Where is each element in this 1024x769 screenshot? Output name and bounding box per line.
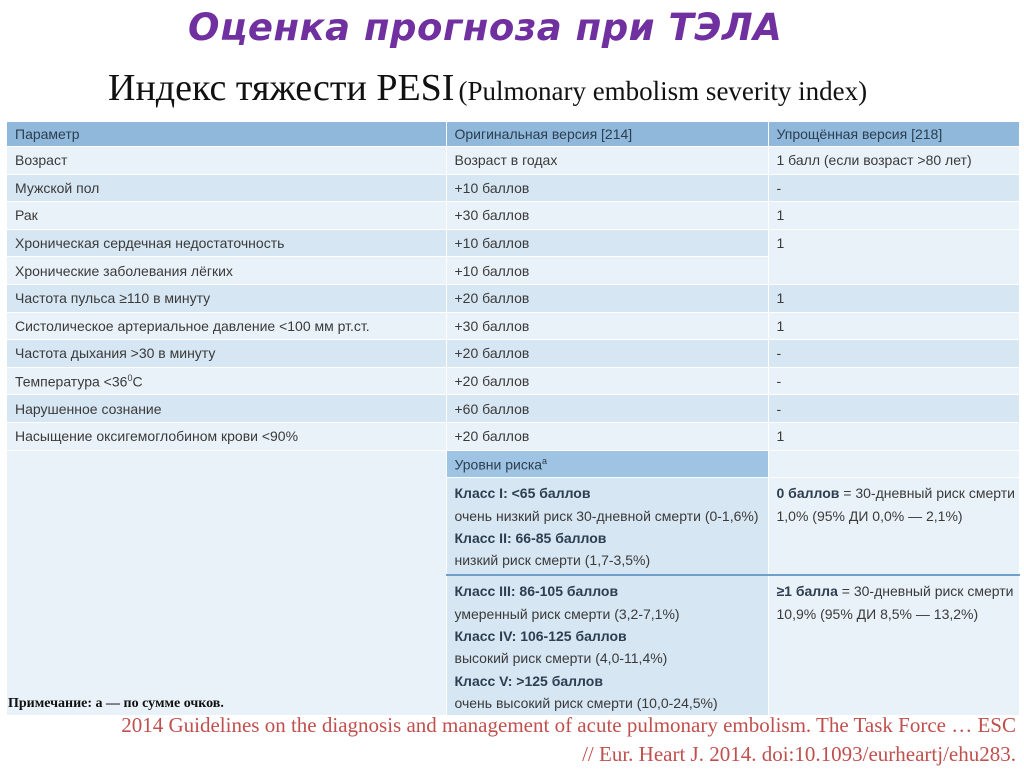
row-param: Хронические заболевания лёгких xyxy=(7,257,446,285)
risk-header xyxy=(446,450,768,478)
row-simplified: - xyxy=(768,340,1019,368)
temp-unit: С xyxy=(132,373,143,390)
row-param: Частота пульса ≥110 в минуту xyxy=(7,284,446,312)
row-original: +30 баллов xyxy=(446,312,768,340)
row-param: Рак xyxy=(7,202,446,230)
row-param: Нарушенное сознание xyxy=(7,395,446,423)
class3-desc: умеренный риск смерти (3,2-7,1%) xyxy=(454,605,680,622)
row-param: Систолическое артериальное давление <100 мм рт.ст. xyxy=(7,312,446,340)
subtitle-english: (Pulmonary embolism severity index) xyxy=(458,76,868,106)
row-simplified: 1 xyxy=(768,422,1019,450)
class2-label: Класс II: 66-85 баллов xyxy=(454,529,607,546)
risk-high-original xyxy=(446,575,768,715)
row-simplified: 1 xyxy=(768,284,1019,312)
row-original: +30 баллов xyxy=(446,202,768,230)
footnote: Примечание: а — по сумме очков. xyxy=(8,696,224,711)
row-simplified: 1 xyxy=(768,202,1019,230)
row-original: +10 баллов xyxy=(446,229,768,257)
reference xyxy=(6,711,1016,769)
one-plus-points-ci: 10,9% (95% ДИ 8,5% — 13,2%) xyxy=(776,605,979,622)
risk-low-simplified xyxy=(768,478,1019,576)
class3-label: Класс III: 86-105 баллов xyxy=(454,583,619,600)
one-plus-points: ≥1 балла xyxy=(776,583,838,600)
table-row xyxy=(7,340,1019,368)
table-row xyxy=(7,422,1019,450)
header-original: Оригинальная версия [214] xyxy=(446,122,768,147)
blank-cell xyxy=(7,450,446,715)
table-row xyxy=(7,367,1019,395)
row-original: +10 баллов xyxy=(446,174,768,202)
risk-low-original xyxy=(446,478,768,576)
table-row xyxy=(7,284,1019,312)
row-simplified: - xyxy=(768,395,1019,423)
row-original: +20 баллов xyxy=(446,340,768,368)
zero-points-ci: 1,0% (95% ДИ 0,0% — 2,1%) xyxy=(776,507,963,524)
row-original: Возраст в годах xyxy=(446,147,768,175)
row-simplified: 1 xyxy=(768,312,1019,340)
zero-points-text: = 30-дневный риск смерти xyxy=(839,485,1015,502)
header-simplified: Упрощённая версия [218] xyxy=(768,122,1019,147)
risk-header-label: Уровни риска xyxy=(454,456,543,473)
slide-title: Оценка прогноза при ТЭЛА xyxy=(188,6,783,49)
class2-desc: низкий риск смерти (1,7-3,5%) xyxy=(454,552,651,569)
class5-label: Класс V: >125 баллов xyxy=(454,672,603,689)
subtitle-main: Индекс тяжести PESI xyxy=(108,67,455,109)
table-row xyxy=(7,147,1019,175)
degree-sup: 0 xyxy=(127,372,133,383)
row-original: +10 баллов xyxy=(446,257,768,285)
row-param: Возраст xyxy=(7,147,446,175)
one-plus-points-text: = 30-дневный риск смерти xyxy=(837,583,1014,600)
class4-desc: высокий риск смерти (4,0-11,4%) xyxy=(454,650,668,667)
zero-points: 0 баллов xyxy=(776,485,840,502)
risk-header-row xyxy=(7,450,1019,478)
class1-label: Класс I: <65 баллов xyxy=(454,485,591,502)
table-row xyxy=(7,312,1019,340)
table-row xyxy=(7,202,1019,230)
risk-header-blank xyxy=(768,450,1019,478)
row-simplified-merged: 1 xyxy=(768,229,1019,284)
row-simplified: - xyxy=(768,174,1019,202)
row-param: Насыщение оксигемоглобином крови <90% xyxy=(7,422,446,450)
table-header-row xyxy=(7,122,1019,147)
row-param: Мужской пол xyxy=(7,174,446,202)
table-row xyxy=(7,229,1019,257)
row-original: +20 баллов xyxy=(446,367,768,395)
reference-line-1: 2014 Guidelines on the diagnosis and management of acute pulmonary embolism. The Task Force … ESC xyxy=(121,713,1016,737)
slide-subtitle xyxy=(108,66,867,110)
row-simplified: - xyxy=(768,367,1019,395)
class1-desc: очень низкий риск 30-дневной смерти (0-1,6%) xyxy=(454,507,759,524)
reference-line-2: // Eur. Heart J. 2014. doi:10.1093/eurheartj/ehu283. xyxy=(582,742,1016,766)
row-original: +60 баллов xyxy=(446,395,768,423)
pesi-table xyxy=(7,122,1020,716)
class5-desc: очень высокий риск смерти (10,0-24,5%) xyxy=(454,695,718,712)
header-parameter: Параметр xyxy=(7,122,446,147)
row-param: Частота дыхания >30 в минуту xyxy=(7,340,446,368)
table-row xyxy=(7,395,1019,423)
row-param: Хроническая сердечная недостаточность xyxy=(7,229,446,257)
risk-high-simplified xyxy=(768,575,1019,715)
risk-header-sup: a xyxy=(542,455,548,466)
table-row xyxy=(7,174,1019,202)
row-simplified: 1 балл (если возраст >80 лет) xyxy=(768,147,1019,175)
class4-label: Класс IV: 106-125 баллов xyxy=(454,627,627,644)
row-param xyxy=(7,367,446,395)
row-original: +20 баллов xyxy=(446,284,768,312)
row-original: +20 баллов xyxy=(446,422,768,450)
temp-label: Температура <36 xyxy=(15,373,128,390)
